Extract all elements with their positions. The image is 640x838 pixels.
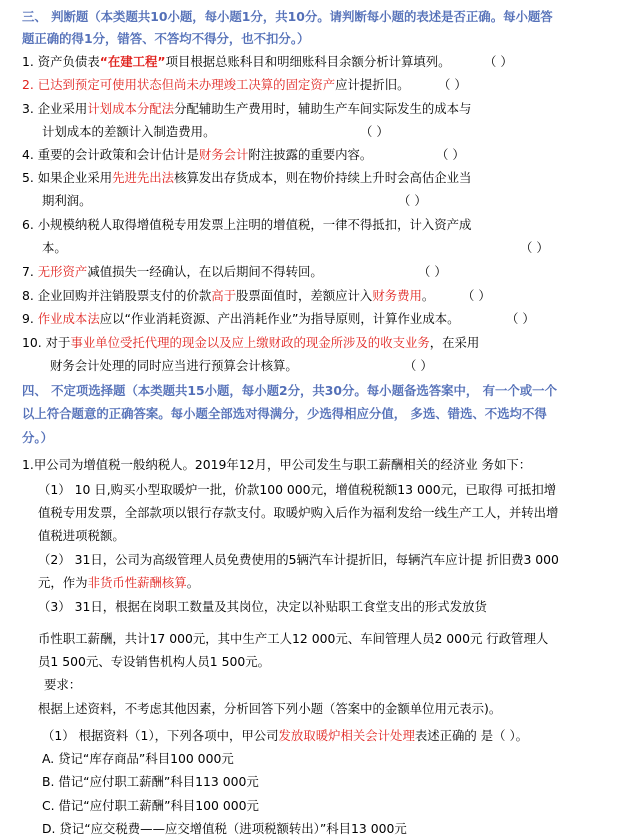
case-item-3: （3） 31日，根据在岗职工数量及其岗位，决定以补贴职工食堂支出的形式发放货 (38, 599, 487, 614)
question-4: 4. 重要的会计政策和会计估计是财务会计附注披露的重要内容。 (22, 147, 373, 162)
case-item-2-cont: 元，作为非货币性薪酬核算。 (38, 575, 200, 590)
section3-heading-line2: 题正确的得1分，错答、不答均不得分，也不扣分。） (22, 31, 310, 46)
requirement-text: 根据上述资料，不考虑其他因素，分析回答下列小题（答案中的金额单位用元表示)。 (38, 701, 502, 716)
answer-paren-7[interactable]: （ ） (418, 264, 447, 279)
section4-heading-line3: 分。） (22, 430, 53, 445)
case-item-3-cont2: 员1 500元、专设销售机构人员1 500元。 (38, 654, 271, 669)
answer-paren-10[interactable]: （ ） (404, 358, 433, 373)
section3-heading-line1: 三、 判断题（本类题共10小题，每小题1分，共10分。请判断每小题的表述是否正确。每小题答 (22, 9, 553, 24)
question-3-cont: 计划成本的差额计入制造费用。 (42, 124, 216, 139)
section4-heading-line1: 四、 不定项选择题（本类题共15小题，每小题2分，共30分。每小题备选答案中， 有一个或一个 (22, 383, 557, 398)
case-item-1: （1） 10 日,购买小型取暖炉一批，价款100 000元，增值税税额13 000元，已取得 可抵扣增 (38, 482, 557, 497)
case-item-1-cont2: 值税进项税额。 (38, 528, 125, 543)
question-2: 2. 已达到预定可使用状态但尚未办理竣工决算的固定资产应计提折旧。 (22, 77, 410, 92)
question-6-cont: 本。 (42, 240, 67, 255)
question-1: 1. 资产负债表“在建工程”项目根据总账科目和明细账科目余额分析计算填列。 (22, 54, 451, 69)
subquestion-1: （1） 根据资料（1），下列各项中，甲公司发放取暖炉相关会计处理表述正确的 是（ ）。 (42, 728, 529, 743)
question-5-cont: 期利润。 (42, 193, 92, 208)
answer-paren-6[interactable]: （ ） (520, 240, 549, 255)
question-3: 3. 企业采用计划成本分配法分配辅助生产费用时，辅助生产车间实际发生的成本与 (22, 101, 472, 116)
case-item-2: （2） 31日，公司为高级管理人员免费使用的5辆汽车计提折旧，每辆汽车应计提 折旧费3 000 (38, 552, 559, 567)
question-10-cont: 财务会计处理的同时应当进行预算会计核算。 (50, 358, 298, 373)
question-5: 5. 如果企业采用先进先出法核算发出存货成本，则在物价持续上升时会高估企业当 (22, 170, 472, 185)
question-10: 10. 对于事业单位受托代理的现金以及应上缴财政的现金所涉及的收支业务，在采用 (22, 335, 480, 350)
question-8: 8. 企业回购并注销股票支付的价款高于股票面值时，差额应计入财务费用。 (22, 288, 435, 303)
question-9: 9. 作业成本法应以“作业消耗资源、产出消耗作业”为指导原则，计算作业成本。 (22, 311, 460, 326)
option-a[interactable]: A. 贷记“库存商品”科目100 000元 (42, 751, 234, 766)
answer-paren-8[interactable]: （ ） (462, 288, 491, 303)
case-item-3-cont: 币性职工薪酬，共计17 000元，其中生产工人12 000元、车间管理人员2 000元 行政管理人 (38, 631, 549, 646)
question-7: 7. 无形资产减值损失一经确认，在以后期间不得转回。 (22, 264, 323, 279)
option-d[interactable]: D. 贷记“应交税费——应交增值税（进项税额转出）”科目13 000元 (42, 821, 407, 836)
case-intro: 1.甲公司为增值税一般纳税人。2019年12月，甲公司发生与职工薪酬相关的经济业 务如下： (22, 457, 532, 472)
answer-paren-5[interactable]: （ ） (398, 193, 427, 208)
option-b[interactable]: B. 借记“应付职工薪酬”科目113 000元 (42, 774, 259, 789)
requirement-label: 要求： (44, 677, 82, 692)
answer-paren-2[interactable]: （ ） (438, 77, 467, 92)
section4-heading-line2: 以上符合题意的正确答案。每小题全部选对得满分，少选得相应分值， 多选、错选、不选均不得 (22, 406, 547, 421)
answer-paren-4[interactable]: （ ） (436, 147, 465, 162)
answer-paren-9[interactable]: （ ） (506, 311, 535, 326)
question-6: 6. 小规模纳税人取得增值税专用发票上注明的增值税，一律不得抵扣，计入资产成 (22, 217, 472, 232)
answer-paren-3[interactable]: （ ） (360, 124, 389, 139)
option-c[interactable]: C. 借记“应付职工薪酬”科目100 000元 (42, 798, 259, 813)
answer-paren-1[interactable]: （ ） (484, 54, 513, 69)
case-item-1-cont: 值税专用发票，全部款项以银行存款支付。取暖炉购入后作为福利发给一线生产工人，并转出增 (38, 505, 559, 520)
